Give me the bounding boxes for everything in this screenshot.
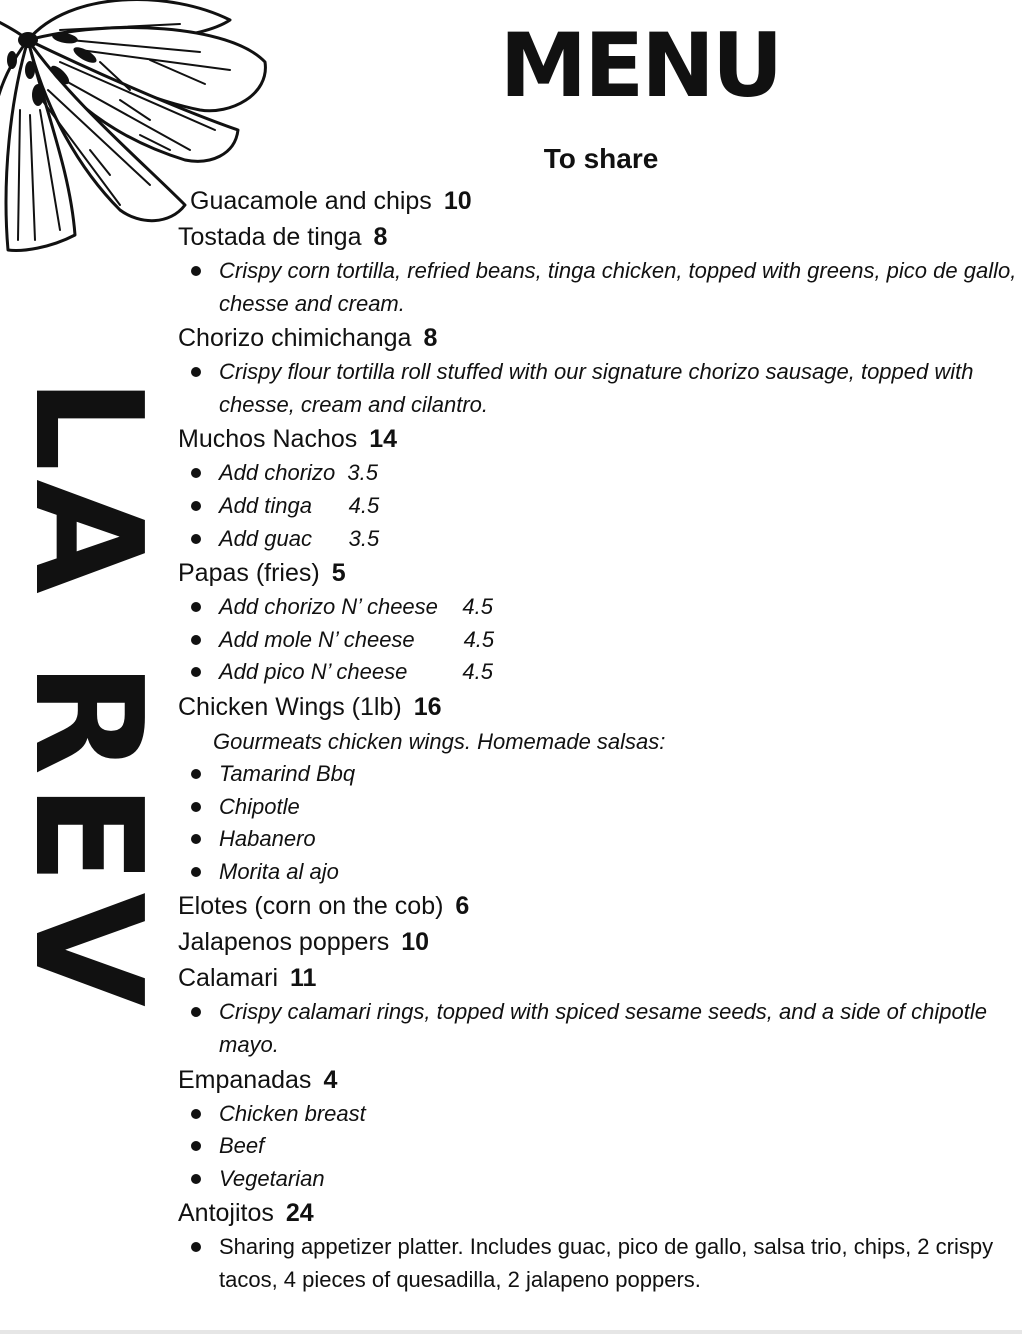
item-price: 11 <box>290 964 317 993</box>
item-option: Chipotle <box>178 791 1018 824</box>
item-heading <box>178 320 1018 356</box>
item-option: Add guac 3.5 <box>178 523 1018 556</box>
item-option: Add tinga 4.5 <box>178 490 1018 523</box>
item-price: 8 <box>423 324 438 353</box>
menu-list <box>178 183 1022 1296</box>
item-name: Papas (fries) <box>178 559 320 588</box>
item-heading <box>178 1195 1018 1231</box>
menu-item-chicken-wings <box>178 689 1018 888</box>
section-subtitle: To share <box>543 143 659 174</box>
item-description: Crispy flour tortilla roll stuffed with our signature chorizo sausage, topped with chesse, cream and cilantro. <box>178 356 1018 421</box>
item-heading <box>178 888 1018 924</box>
item-price: 24 <box>285 1199 314 1228</box>
item-description: Sharing appetizer platter. Includes guac, pico de gallo, salsa trio, chips, 2 crispy tacos, 4 pieces of quesadilla, 2 jalapeno poppers. <box>178 1231 1018 1296</box>
item-name: Calamari <box>178 964 279 993</box>
item-name: Muchos Nachos <box>178 425 358 454</box>
item-option: Tamarind Bbq <box>178 758 1018 791</box>
menu-item-calamari <box>178 960 1018 1061</box>
item-name: Chorizo chimichanga <box>178 324 412 353</box>
item-price: 8 <box>373 223 388 251</box>
item-heading <box>178 1062 1018 1098</box>
menu-title: MENU <box>499 14 781 117</box>
item-option: Chicken breast <box>178 1098 1018 1131</box>
item-price: 6 <box>455 892 470 921</box>
item-option: Morita al ajo <box>178 856 1018 889</box>
menu-item-guacamole <box>178 183 1018 219</box>
item-name: Tostada de tinga <box>178 223 362 251</box>
item-option: Add mole N’ cheese 4.5 <box>178 624 1018 657</box>
item-option: Habanero <box>178 823 1018 856</box>
menu-item-chimichanga <box>178 320 1018 421</box>
menu-item-elotes <box>178 888 1018 924</box>
item-price: 16 <box>413 692 442 721</box>
item-option: Beef <box>178 1130 1018 1163</box>
item-heading <box>178 219 1018 255</box>
item-option: Vegetarian <box>178 1163 1018 1196</box>
brand-name: LA REV <box>2 377 174 1015</box>
item-price: 4 <box>323 1065 338 1094</box>
item-name: Antojitos <box>178 1199 274 1228</box>
item-heading <box>178 555 1018 591</box>
menu-item-jalapenos <box>178 924 1018 960</box>
item-name: Empanadas <box>178 1065 312 1094</box>
item-price: 10 <box>443 187 472 215</box>
item-name: Elotes (corn on the cob) <box>178 892 444 921</box>
item-heading <box>178 421 1018 457</box>
item-heading <box>178 924 1018 960</box>
menu-item-nachos <box>178 421 1018 555</box>
bottom-divider <box>0 1330 1022 1334</box>
item-option: Add pico N’ cheese 4.5 <box>178 656 1018 689</box>
item-name: Guacamole and chips <box>190 187 432 215</box>
item-price: 14 <box>369 425 398 454</box>
item-heading <box>178 960 1018 996</box>
item-price: 5 <box>331 559 346 588</box>
item-option: Add chorizo N’ cheese 4.5 <box>178 591 1018 624</box>
item-option: Add chorizo 3.5 <box>178 457 1018 490</box>
item-note: Gourmeats chicken wings. Homemade salsas: <box>213 728 666 754</box>
item-heading <box>178 183 1018 219</box>
item-name: Jalapenos poppers <box>178 928 390 957</box>
menu-item-antojitos <box>178 1195 1018 1296</box>
menu-item-papas <box>178 555 1018 689</box>
item-name: Chicken Wings (1lb) <box>178 692 402 721</box>
item-description: Crispy corn tortilla, refried beans, tinga chicken, topped with greens, pico de gallo, chesse and cream. <box>178 255 1018 320</box>
item-description: Crispy calamari rings, topped with spiced sesame seeds, and a side of chipotle mayo. <box>178 996 1018 1061</box>
item-heading <box>178 689 1018 725</box>
item-price: 10 <box>401 928 430 957</box>
menu-item-empanadas <box>178 1062 1018 1196</box>
menu-item-tostada <box>178 219 1022 320</box>
